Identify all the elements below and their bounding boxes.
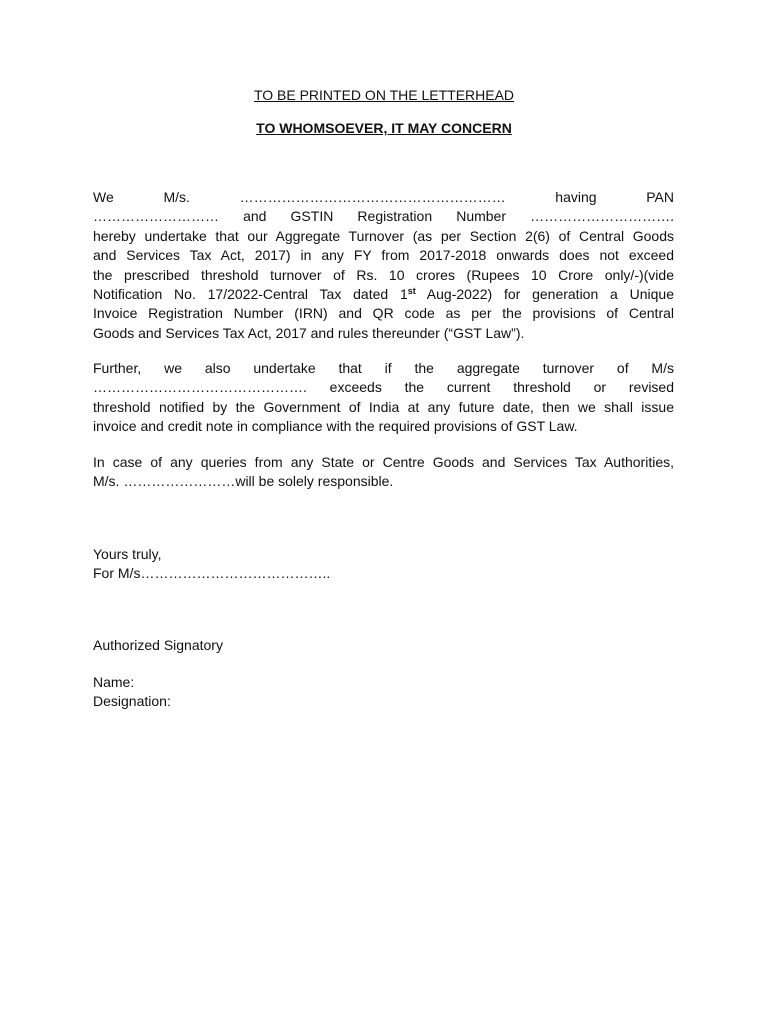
paragraph-line: Invoice Registration Number (IRN) and QR code as per the provisions of Central <box>93 305 674 322</box>
paragraph-line-notification <box>93 285 674 304</box>
paragraph-line: threshold notified by the Government of India at any future date, then we shall issue <box>93 398 674 415</box>
paragraph-line: invoice and credit note in compliance with the required provisions of GST Law. <box>93 418 578 435</box>
signatory-details <box>93 673 171 712</box>
paragraph-line: M/s. ……………………will be solely responsible. <box>93 473 394 490</box>
undertaking-paragraph <box>93 188 674 343</box>
paragraph-line: We M/s. ………………………………………………… having PAN <box>93 189 674 205</box>
ordinal-superscript: st <box>407 286 416 297</box>
for-company-line: For M/s………………………………….. <box>93 565 331 582</box>
authorized-signatory-label: Authorized Signatory <box>93 637 223 653</box>
further-undertaking-paragraph <box>93 359 674 437</box>
paragraph-line: Goods and Services Tax Act, 2017 and rules thereunder (“GST Law”). <box>93 324 525 341</box>
closing-block <box>93 545 330 584</box>
notification-text-continued: Aug-2022) for generation a Unique <box>415 286 674 303</box>
paragraph-line: and Services Tax Act, 2017) in any FY from 2017-2018 onwards does not exceed <box>93 247 674 264</box>
salutation: Yours truly, <box>93 546 162 562</box>
paragraph-line: the prescribed threshold turnover of Rs. 10 crores (Rupees 10 Crore only/-)(vide <box>93 266 674 283</box>
paragraph-line: Further, we also undertake that if the aggregate turnover of M/s <box>93 360 674 376</box>
queries-paragraph <box>93 453 674 492</box>
paragraph-line: hereby undertake that our Aggregate Turnover (as per Section 2(6) of Central Goods <box>93 227 674 244</box>
paragraph-line: In case of any queries from any State or Centre Goods and Services Tax Authorities, <box>93 454 674 470</box>
letter-title: TO WHOMSOEVER, IT MAY CONCERN <box>256 120 512 136</box>
paragraph-line: ……………………… and GSTIN Registration Number …………………………. <box>93 208 674 225</box>
notification-text: Notification No. 17/2022-Central Tax dated 1 <box>93 286 408 303</box>
paragraph-line: ………………………………………. exceeds the current threshold or revised <box>93 379 674 396</box>
designation-label: Designation: <box>93 693 171 710</box>
print-instruction: TO BE PRINTED ON THE LETTERHEAD <box>253 87 515 103</box>
name-label: Name: <box>93 674 135 690</box>
